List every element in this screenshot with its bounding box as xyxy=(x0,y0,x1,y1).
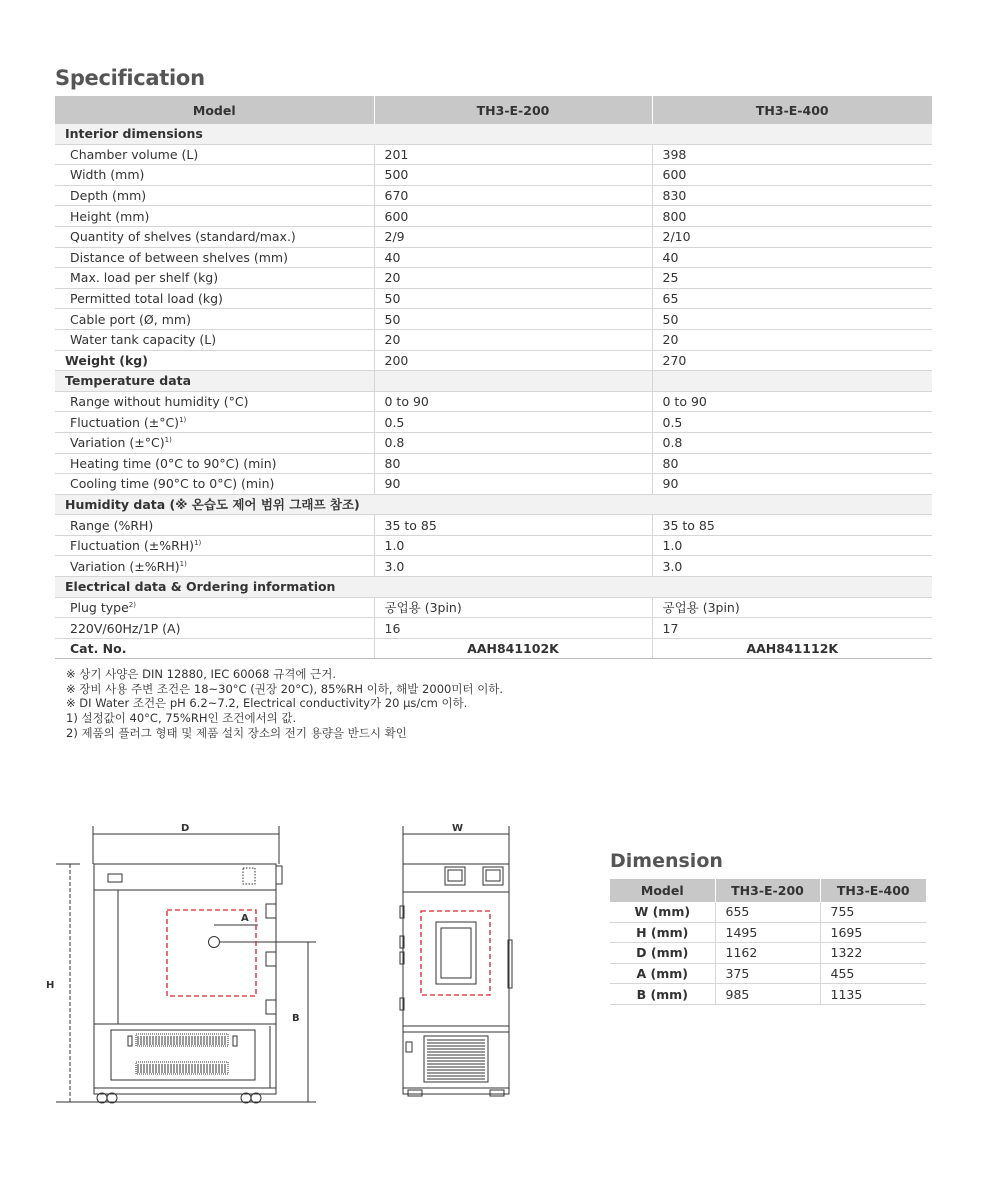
spec-label-text: Cooling time (90°C to 0°C) (min) xyxy=(70,476,275,492)
dim-label: W (mm) xyxy=(610,902,715,922)
spec-label-text: Cat. No. xyxy=(70,641,127,657)
dim-value-200: 985 xyxy=(715,984,820,1005)
spec-label-text: Depth (mm) xyxy=(70,188,147,204)
front-view-workspace xyxy=(421,911,490,995)
spec-label-text: Cable port (Ø, mm) xyxy=(70,311,191,327)
spec-value-200: 201 xyxy=(374,144,652,165)
spec-label-text: Width (mm) xyxy=(70,167,145,183)
dimension-header-row xyxy=(610,879,926,902)
spec-label-text: Fluctuation (±°C) xyxy=(70,414,180,430)
dimension-row xyxy=(610,943,926,964)
spec-note: 2) 제품의 플러그 형태 및 제품 설치 장소의 전기 용량을 반드시 확인 xyxy=(66,725,407,740)
footnote-marker: 1) xyxy=(179,415,187,424)
spec-value-400: 65 xyxy=(652,288,932,309)
spec-value-200: 3.0 xyxy=(374,556,652,577)
dim-value-200: 1162 xyxy=(715,943,820,964)
spec-value-400: 830 xyxy=(652,185,932,206)
dim-value-400: 1695 xyxy=(820,922,926,943)
spec-value-200: 200 xyxy=(374,350,652,371)
dim-value-200: 1495 xyxy=(715,922,820,943)
dim-value-400: 1322 xyxy=(820,943,926,964)
dim-label-a: A xyxy=(241,913,249,924)
footnote-marker: 1) xyxy=(164,436,172,445)
spec-value-400: 공업용 (3pin) xyxy=(652,597,932,618)
spec-label-text: Range without humidity (°C) xyxy=(70,394,249,410)
spec-value-400: 35 to 85 xyxy=(652,515,932,536)
spec-value-400: 2/10 xyxy=(652,226,932,247)
dim-label-d: D xyxy=(181,823,190,834)
spec-value-400: 398 xyxy=(652,144,932,165)
dim-value-400: 1135 xyxy=(820,984,926,1005)
spec-value-200: 80 xyxy=(374,453,652,474)
spec-label-text: Chamber volume (L) xyxy=(70,146,199,162)
header-model: Model xyxy=(55,96,374,124)
dimension-row xyxy=(610,922,926,943)
dim-header-model-400: TH3-E-400 xyxy=(820,879,926,902)
spec-label-text: Heating time (0°C to 90°C) (min) xyxy=(70,455,277,471)
spec-value-400: 800 xyxy=(652,206,932,227)
spec-note: ※ 장비 사용 주변 조건은 18~30°C (권장 20°C), 85%RH 이하, 해발 2000미터 이하. xyxy=(66,681,504,696)
footnote-marker: 2) xyxy=(128,600,136,609)
spec-label-text: Water tank capacity (L) xyxy=(70,332,217,348)
dim-label-b: B xyxy=(292,1013,300,1024)
spec-value-400: 25 xyxy=(652,268,932,289)
spec-label-text: Humidity data (※ 온습도 제어 범위 그래프 참조) xyxy=(65,497,360,513)
spec-label-text: Fluctuation (±%RH) xyxy=(70,538,195,554)
dim-label-h: H xyxy=(46,980,55,991)
spec-title: Specification xyxy=(55,66,205,90)
spec-value-200: 50 xyxy=(374,309,652,330)
spec-value-200: 600 xyxy=(374,206,652,227)
spec-value-200: AAH841102K xyxy=(374,638,652,659)
spec-value-400: 20 xyxy=(652,329,932,350)
dim-value-200: 655 xyxy=(715,902,820,922)
spec-note: ※ DI Water 조건은 pH 6.2~7.2, Electrical conductivity가 20 µs/cm 이하. xyxy=(66,696,468,711)
dim-label: B (mm) xyxy=(610,984,715,1005)
dim-value-400: 455 xyxy=(820,963,926,984)
spec-value-200: 0.8 xyxy=(374,432,652,453)
spec-value-400: 1.0 xyxy=(652,535,932,556)
spec-value-200: 1.0 xyxy=(374,535,652,556)
header-model-400: TH3-E-400 xyxy=(652,96,932,124)
spec-label-text: Weight (kg) xyxy=(65,352,148,368)
footnote-marker: 1) xyxy=(179,559,187,568)
dimension-body xyxy=(610,902,926,1004)
spec-label-text: Height (mm) xyxy=(70,208,150,224)
dim-label: A (mm) xyxy=(610,963,715,984)
spec-label-text: Electrical data & Ordering information xyxy=(65,579,336,595)
dim-label-w: W xyxy=(452,823,464,834)
spec-value-200: 2/9 xyxy=(374,226,652,247)
spec-value-400: AAH841112K xyxy=(652,638,932,659)
spec-value-400: 80 xyxy=(652,453,932,474)
spec-value-200: 50 xyxy=(374,288,652,309)
spec-value-400: 90 xyxy=(652,474,932,495)
spec-value-200: 0 to 90 xyxy=(374,391,652,412)
spec-value-200: 20 xyxy=(374,268,652,289)
spec-value-400: 0 to 90 xyxy=(652,391,932,412)
spec-value-200: 35 to 85 xyxy=(374,515,652,536)
spec-label-text: Variation (±%RH) xyxy=(70,558,180,574)
dim-label: D (mm) xyxy=(610,943,715,964)
spec-value-200: 500 xyxy=(374,165,652,186)
spec-value-400: 40 xyxy=(652,247,932,268)
dimension-table xyxy=(610,879,926,1005)
header-model-200: TH3-E-200 xyxy=(374,96,652,124)
spec-value-400: 17 xyxy=(652,618,932,639)
spec-note: 1) 설정값이 40°C, 75%RH인 조건에서의 값. xyxy=(66,711,297,726)
spec-value-200: 16 xyxy=(374,618,652,639)
spec-value-200: 670 xyxy=(374,185,652,206)
dim-header-model: Model xyxy=(610,879,715,902)
spec-label-text: Interior dimensions xyxy=(65,126,203,142)
spec-value-400: 270 xyxy=(652,350,932,371)
dimension-row xyxy=(610,984,926,1005)
dimension-row xyxy=(610,902,926,922)
spec-value-400: 0.8 xyxy=(652,432,932,453)
dim-value-200: 375 xyxy=(715,963,820,984)
footnote-marker: 1) xyxy=(194,539,202,548)
spec-label-text: 220V/60Hz/1P (A) xyxy=(70,620,181,636)
dim-header-model-200: TH3-E-200 xyxy=(715,879,820,902)
spec-label-text: Range (%RH) xyxy=(70,517,154,533)
spec-value-400: 600 xyxy=(652,165,932,186)
dim-value-400: 755 xyxy=(820,902,926,922)
spec-label-text: Quantity of shelves (standard/max.) xyxy=(70,229,296,245)
spec-label-text: Temperature data xyxy=(65,373,192,389)
spec-value-400: 3.0 xyxy=(652,556,932,577)
spec-value-200: 20 xyxy=(374,329,652,350)
dim-label: H (mm) xyxy=(610,922,715,943)
spec-label-text: Plug type xyxy=(70,599,129,615)
spec-label-text: Distance of between shelves (mm) xyxy=(70,249,288,265)
spec-label-text: Variation (±°C) xyxy=(70,435,165,451)
spec-value-200: 40 xyxy=(374,247,652,268)
spec-value-200: 공업용 (3pin) xyxy=(374,597,652,618)
spec-value-400: 50 xyxy=(652,309,932,330)
spec-label-text: Permitted total load (kg) xyxy=(70,291,223,307)
spec-value-400: 0.5 xyxy=(652,412,932,433)
spec-label-text: Max. load per shelf (kg) xyxy=(70,270,219,286)
spec-note: ※ 상기 사양은 DIN 12880, IEC 60068 규격에 근거. xyxy=(66,667,336,681)
spec-value-200: 90 xyxy=(374,474,652,495)
dimension-title: Dimension xyxy=(610,850,723,872)
dimension-row xyxy=(610,963,926,984)
spec-value-200: 0.5 xyxy=(374,412,652,433)
side-view xyxy=(56,826,316,1103)
